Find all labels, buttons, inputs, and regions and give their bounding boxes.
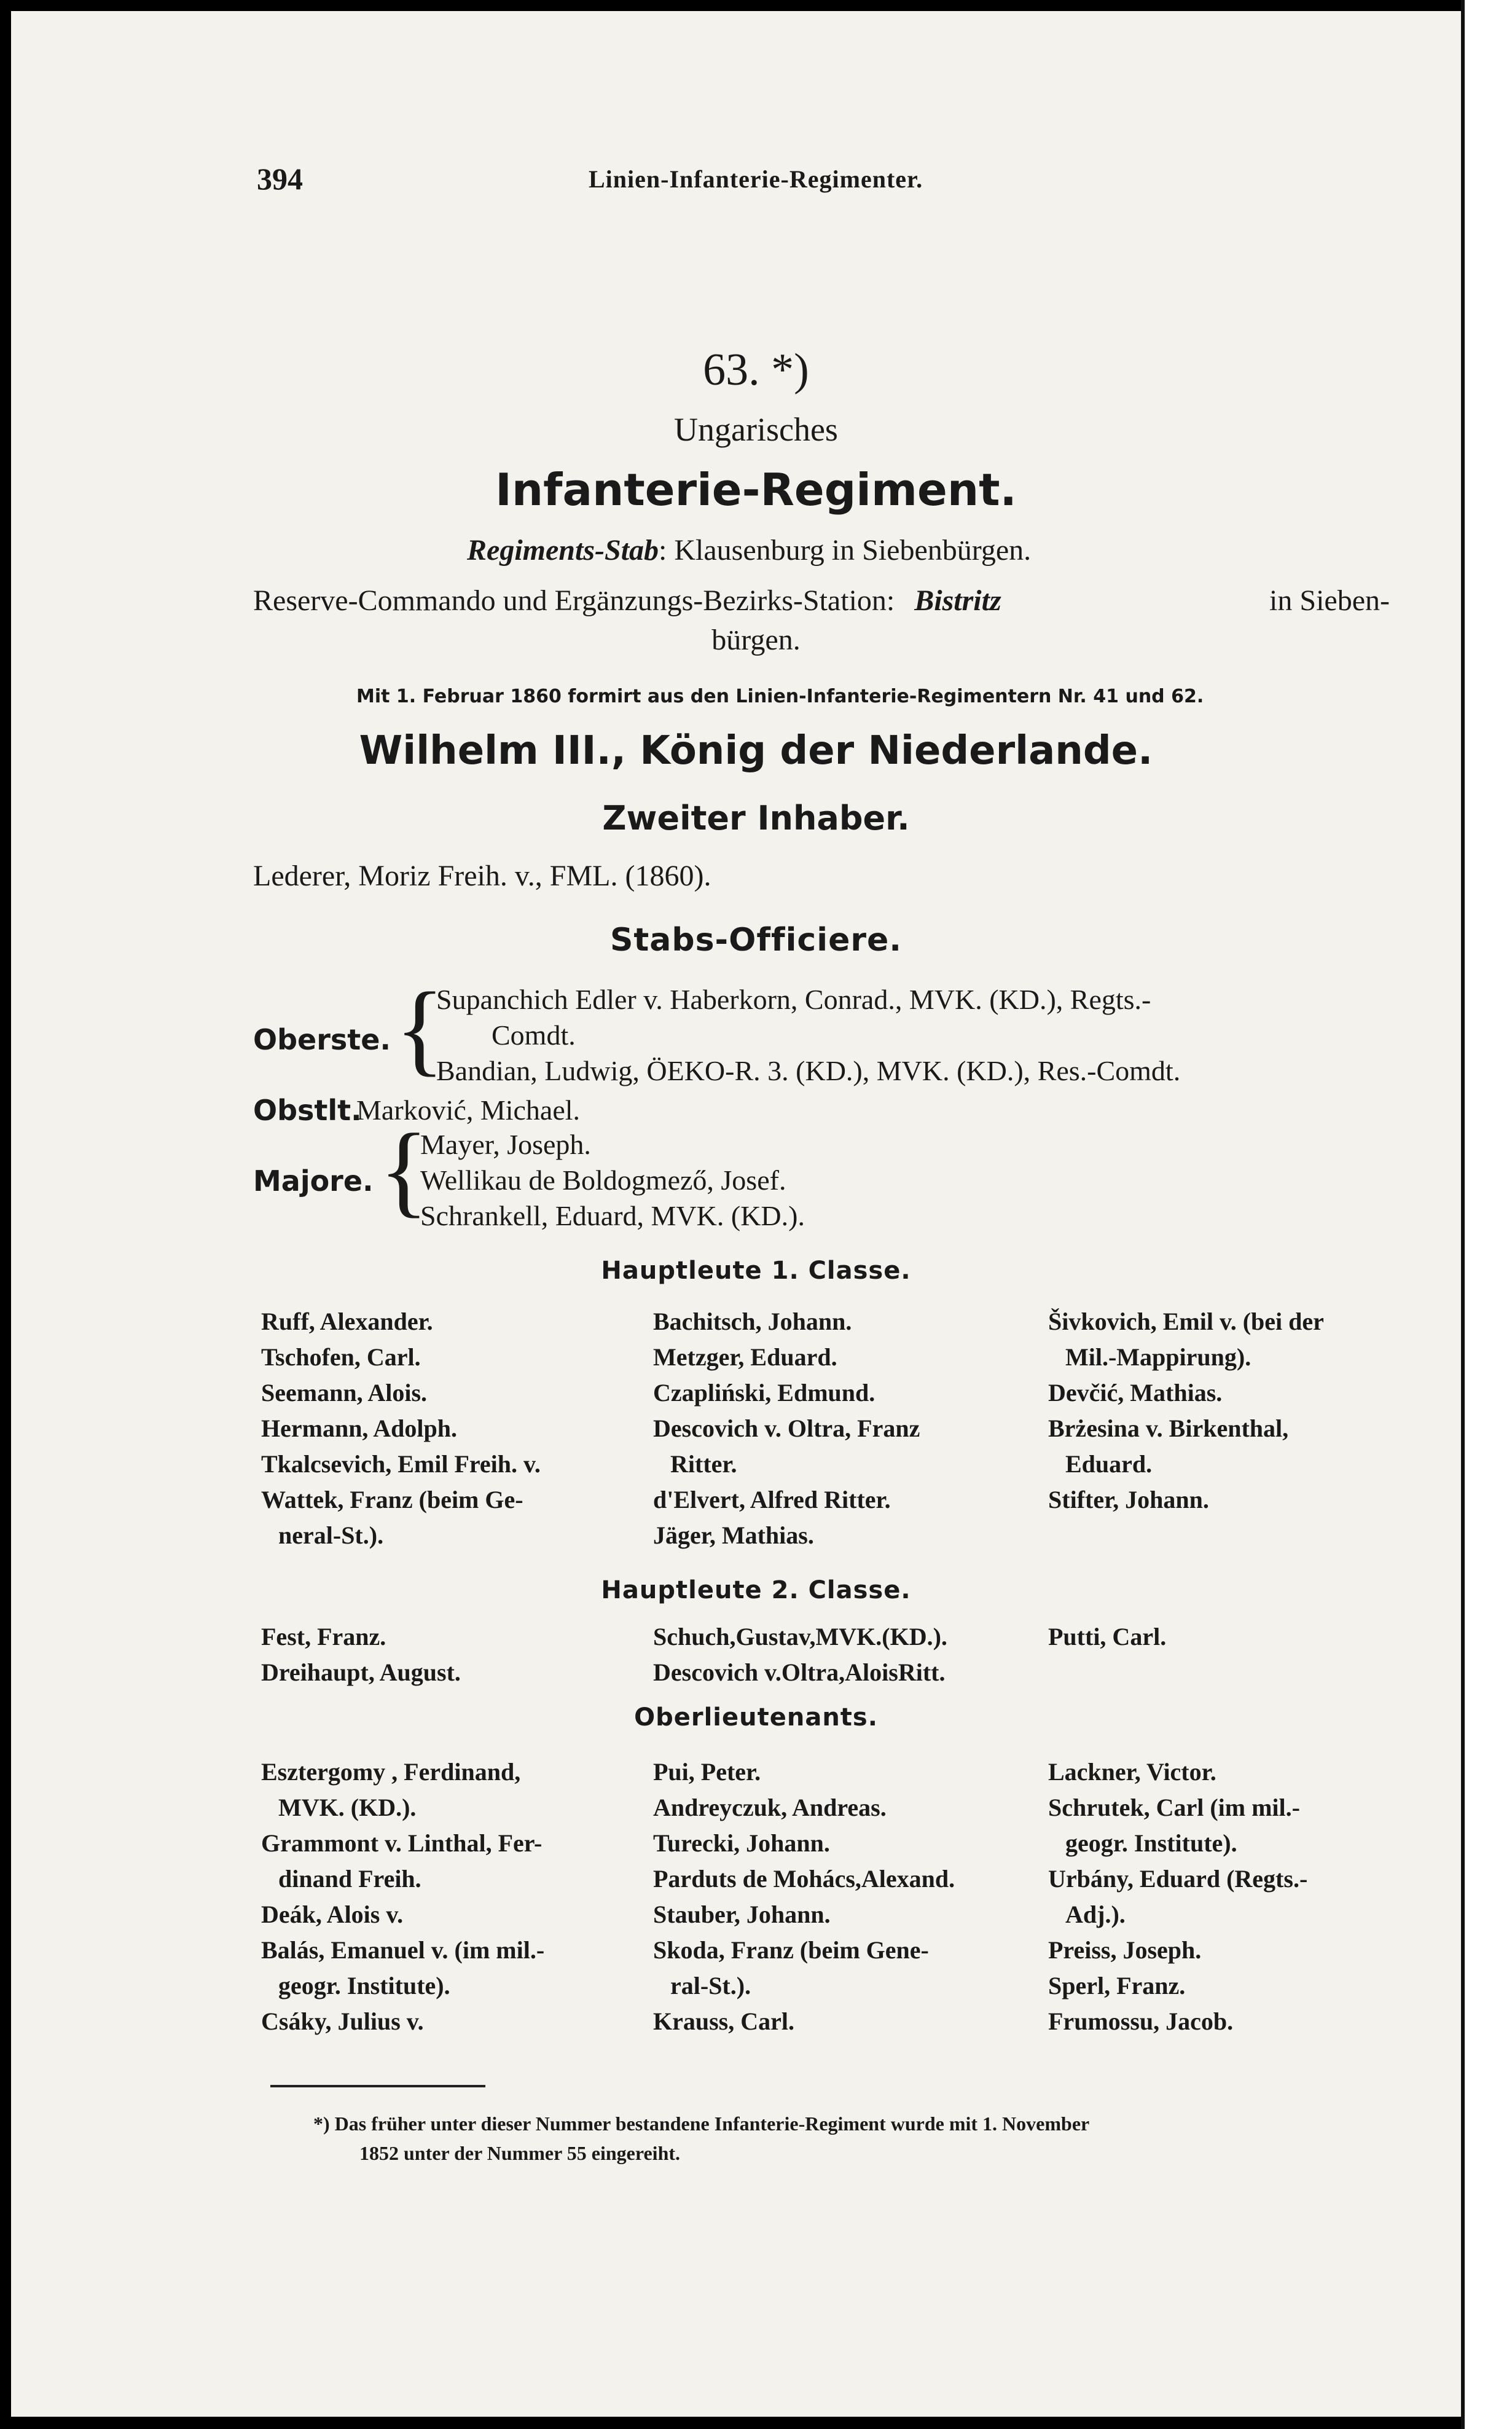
list-item: Mil.-Mappirung). [1065,1343,1252,1371]
list-item: Sperl, Franz. [1048,1972,1186,1999]
list-item: Grammont v. Linthal, Fer- [261,1829,543,1857]
list-item: Skoda, Franz (beim Gene- [653,1936,929,1964]
list-item: d'Elvert, Alfred Ritter. [653,1486,891,1513]
list-item: dinand Freih. [278,1865,421,1893]
list-item: Metzger, Eduard. [653,1343,837,1371]
footnote-rule [270,2085,485,2087]
formation-note: Mit 1. Februar 1860 formirt aus den Linien-Infanterie-Regimentern Nr. 41 und 62. [356,686,1204,707]
list-item: Lackner, Victor. [1048,1758,1216,1786]
reserve-text-end: in Sieben- [1269,584,1390,617]
list-item: Hermann, Adolph. [261,1415,457,1442]
second-owner: Lederer, Moriz Freih. v., FML. (1860). [253,860,711,892]
hauptleute1-col-3 [1048,1304,1417,1518]
hauptleute2-col-1 [261,1619,624,1690]
hauptleute1-col-1 [261,1304,624,1553]
list-item: neral-St.). [278,1521,384,1549]
list-item: Šivkovich, Emil v. (bei der [1048,1308,1324,1335]
list-item: Descovich v.Oltra,AloisRitt. [653,1658,946,1686]
list-item: Ruff, Alexander. [261,1308,433,1335]
list-item: Tschofen, Carl. [261,1343,421,1371]
oberste-label: Oberste. [253,1023,391,1056]
majore-line-2: Wellikau de Boldogmező, Josef. [420,1164,786,1196]
obstlt-name: Marković, Michael. [356,1094,581,1126]
reserve-line [253,584,1390,618]
list-item: Wattek, Franz (beim Ge- [261,1486,523,1513]
list-item: Czapliński, Edmund. [653,1379,875,1407]
obstlt-label: Obstlt. [253,1094,362,1127]
list-item: Ritter. [670,1450,737,1478]
hauptleute2-col-2 [653,1619,1022,1690]
footnote-line-1: *) Das früher unter dieser Nummer bestandene Infanterie-Regiment wurde mit 1. November [313,2113,1090,2135]
oberste-brace: { [395,971,445,1086]
oberste-line-1: Supanchich Edler v. Haberkorn, Conrad., MVK. (KD.), Regts.- [436,984,1151,1015]
majore-label: Majore. [253,1164,374,1198]
list-item: Fest, Franz. [261,1623,386,1650]
list-item: Krauss, Carl. [653,2007,794,2035]
second-owner-heading: Zweiter Inhaber. [602,799,910,838]
list-item: Urbány, Eduard (Regts.- [1048,1865,1308,1893]
list-item: Jäger, Mathias. [653,1521,814,1549]
list-item: Putti, Carl. [1048,1623,1167,1650]
list-item: Preiss, Joseph. [1048,1936,1202,1964]
list-item: Andreyczuk, Andreas. [653,1794,887,1821]
list-item: Dreihaupt, August. [261,1658,461,1686]
list-item: Stauber, Johann. [653,1901,831,1928]
list-item: Pui, Peter. [653,1758,761,1786]
owner-name: Wilhelm III., König der Niederlande. [359,728,1153,774]
list-item: Devčić, Mathias. [1048,1379,1223,1407]
majore-line-3: Schrankell, Eduard, MVK. (KD.). [420,1200,805,1231]
hauptleute1-col-2 [653,1304,1022,1553]
list-item: Csáky, Julius v. [261,2007,424,2035]
list-item: Adj.). [1065,1901,1126,1928]
oberste-line-2: Comdt. [492,1019,576,1051]
list-item: Seemann, Alois. [261,1379,428,1407]
oberlieutenants-col-2 [653,1754,1022,2039]
reserve-text: Reserve-Commando und Ergänzungs-Bezirks-Station: [253,584,895,617]
list-item: Brżesina v. Birkenthal, [1048,1415,1289,1442]
list-item: Frumossu, Jacob. [1048,2007,1234,2035]
staff-heading: Stabs-Officiere. [609,922,902,959]
list-item: Bachitsch, Johann. [653,1308,852,1335]
majore-line-1: Mayer, Joseph. [420,1129,591,1160]
reserve-place: Bistritz [914,584,1001,617]
list-item: Tkalcsevich, Emil Freih. v. [261,1450,541,1478]
footnote-line-2: 1852 unter der Nummer 55 eingereiht. [359,2142,681,2164]
stab-value: : Klausenburg in Siebenbürgen. [659,534,1032,567]
oberlieutenants-col-1 [261,1754,624,2039]
hauptleute1-heading: Hauptleute 1. Classe. [601,1257,911,1285]
oberste-line-3: Bandian, Ludwig, ÖEKO-R. 3. (KD.), MVK. (KD.), Res.-Comdt. [436,1055,1181,1086]
majore-brace: { [379,1113,429,1227]
list-item: Balás, Emanuel v. (im mil.- [261,1936,545,1964]
list-item: ral-St.). [670,1972,751,1999]
list-item: Deák, Alois v. [261,1901,404,1928]
hauptleute2-col-3 [1048,1619,1417,1655]
regiment-stab-line [467,533,1031,567]
list-item: Parduts de Mohács,Alexand. [653,1865,955,1893]
list-item: Turecki, Johann. [653,1829,830,1857]
regiment-number: 63. *) [703,345,809,395]
reserve-line-2: bürgen. [711,624,801,656]
list-item: Descovich v. Oltra, Franz [653,1415,920,1442]
hauptleute2-heading: Hauptleute 2. Classe. [601,1576,911,1604]
list-item: MVK. (KD.). [278,1794,417,1821]
list-item: Eduard. [1065,1450,1153,1478]
list-item: Stifter, Johann. [1048,1486,1209,1513]
list-item: Schuch,Gustav,MVK.(KD.). [653,1623,947,1650]
oberlieutenants-heading: Oberlieutenants. [634,1703,878,1732]
stab-label: Regiments-Stab [467,534,659,567]
page-number: 394 [257,162,303,196]
list-item: Esztergomy , Ferdinand, [261,1758,521,1786]
running-title: Linien-Infanterie-Regimenter. [589,165,923,193]
list-item: Schrutek, Carl (im mil.- [1048,1794,1300,1821]
list-item: geogr. Institute). [278,1972,450,1999]
regiment-subtitle: Ungarisches [674,411,838,448]
oberlieutenants-col-3 [1048,1754,1417,2039]
regiment-name: Infanterie-Regiment. [495,464,1017,516]
list-item: geogr. Institute). [1065,1829,1237,1857]
